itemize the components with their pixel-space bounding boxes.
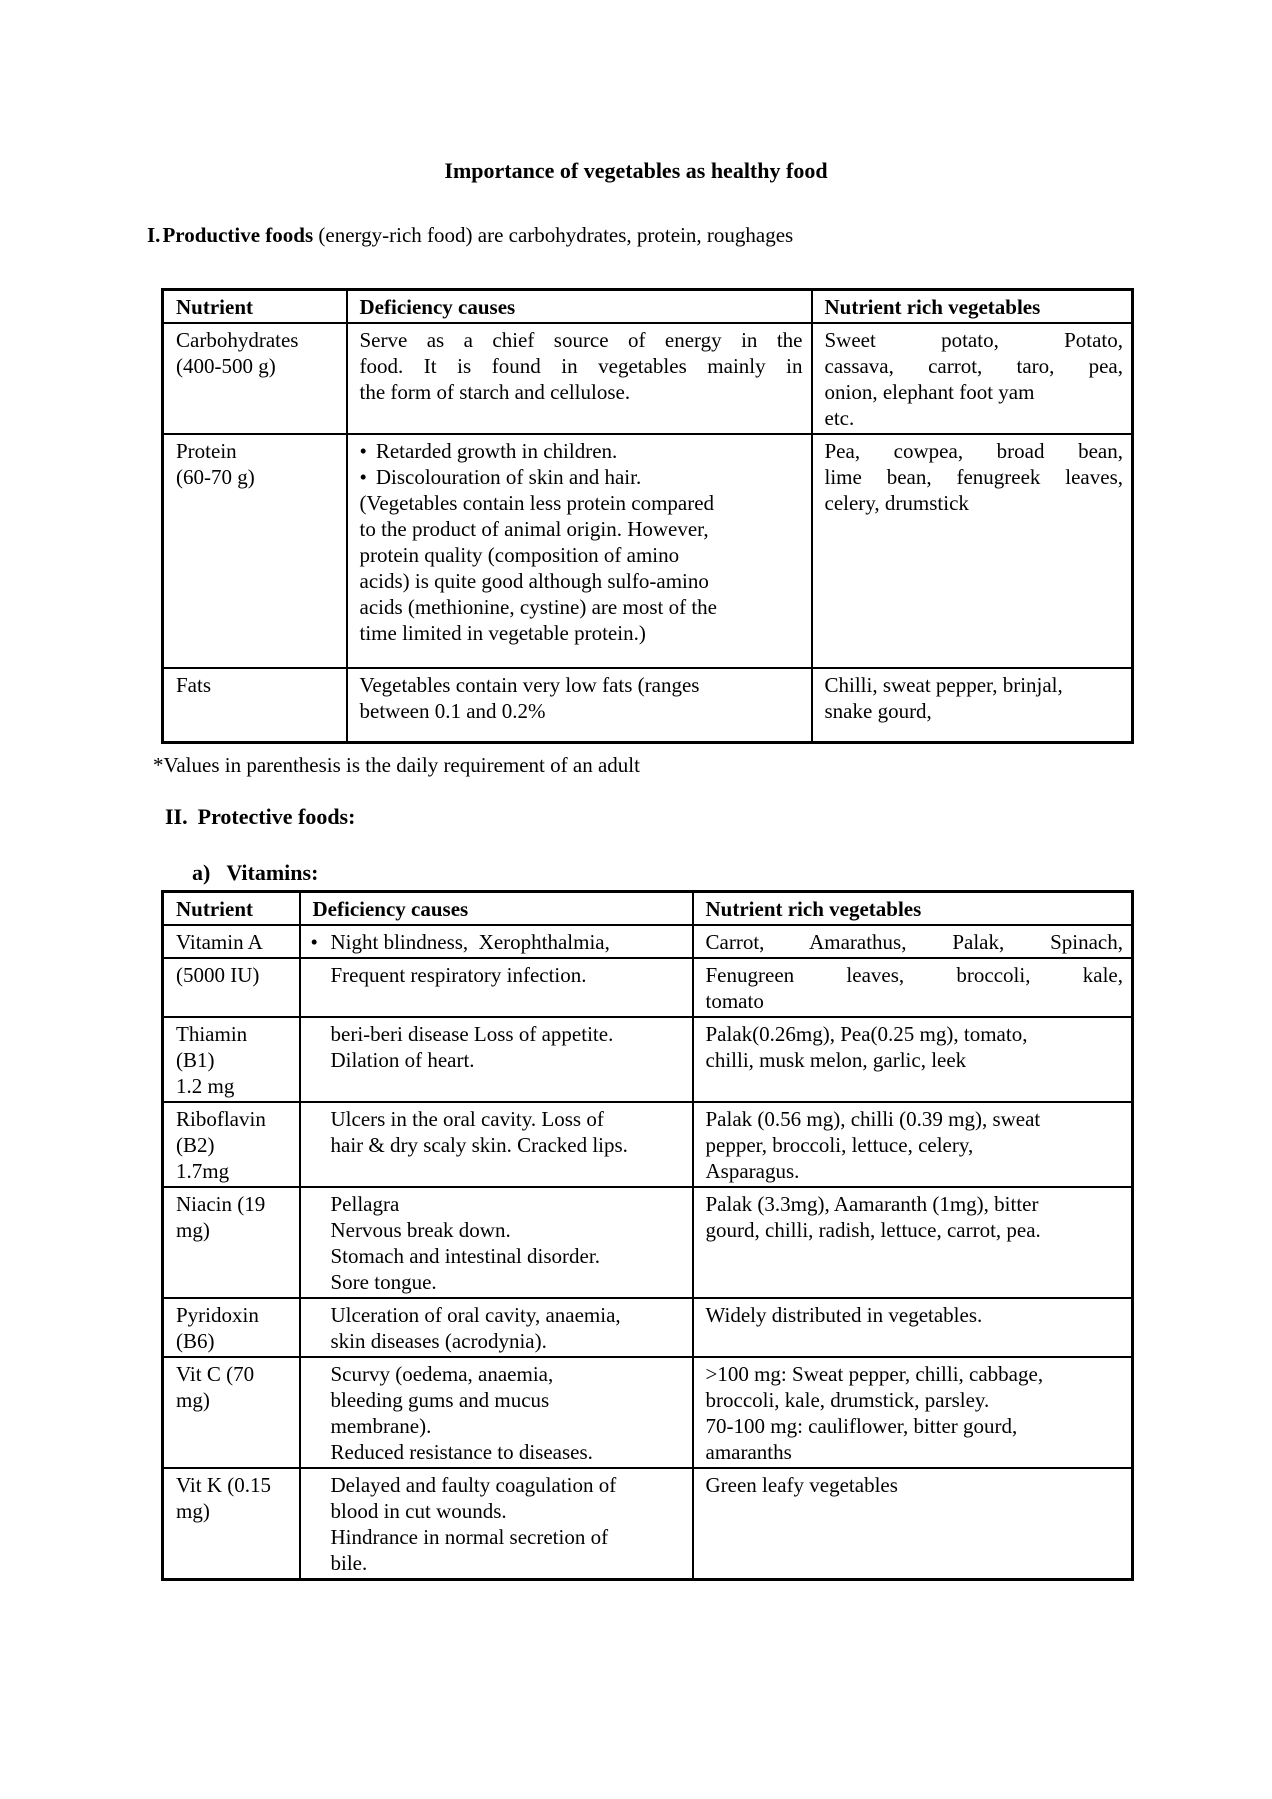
vitamins-label: Vitamins: xyxy=(226,859,319,885)
productive-foods-table xyxy=(161,288,1134,744)
table-row xyxy=(163,1468,1133,1580)
table-row xyxy=(163,1102,1133,1187)
table-header-row xyxy=(163,891,1133,925)
table-row xyxy=(163,1187,1133,1298)
section1-heading-rest: (energy-rich food) are carbohydrates, protein, roughages xyxy=(313,223,794,247)
section1-heading-bold: Productive foods xyxy=(162,223,314,247)
vitamins-table xyxy=(161,890,1134,1581)
table-cell xyxy=(163,1468,300,1580)
page-title: Importance of vegetables as healthy food xyxy=(444,158,828,183)
table-cell xyxy=(163,958,300,1017)
vitamins-subheading xyxy=(192,860,1272,886)
cell-line: Carrot, Amarathus, Palak, Spinach, xyxy=(705,929,1123,954)
vitamins-marker: a) xyxy=(192,859,211,885)
table-cell xyxy=(693,1298,1133,1357)
table-cell xyxy=(300,925,693,958)
cell-line: >100 mg: Sweat pepper, chilli, cabbage, xyxy=(705,1361,1044,1386)
cell-line: onion, elephant foot yam xyxy=(824,380,1035,404)
table-cell xyxy=(300,1357,693,1468)
section2-label: Protective foods: xyxy=(197,803,356,829)
table-row xyxy=(163,323,1133,434)
table-cell xyxy=(693,1187,1133,1298)
table-cell xyxy=(693,1102,1133,1187)
cell-line: Vegetables contain very low fats (ranges xyxy=(359,673,700,697)
table-cell xyxy=(300,1102,693,1187)
cell-line: Fats xyxy=(176,673,212,697)
table-cell xyxy=(163,1298,300,1357)
cell-line: gourd, chilli, radish, lettuce, carrot, pea. xyxy=(705,1217,1041,1242)
cell-line: Asparagus. xyxy=(705,1158,800,1183)
cell-line: acids) is quite good although sulfo-amino xyxy=(359,569,709,593)
cell-line: (60-70 g) xyxy=(176,465,255,489)
table-cell xyxy=(163,925,300,958)
cell-line: acids (methionine, cystine) are most of the xyxy=(359,595,717,619)
cell-line: pepper, broccoli, lettuce, celery, xyxy=(705,1132,974,1157)
table-cell xyxy=(693,925,1133,958)
table-cell xyxy=(300,1298,693,1357)
cell-line: Ulceration of oral cavity, anaemia, xyxy=(330,1302,621,1327)
table-cell xyxy=(347,668,812,742)
table-cell xyxy=(693,1357,1133,1468)
cell-line: (B6) xyxy=(176,1328,215,1353)
cell-line: mg) xyxy=(176,1387,210,1412)
table-cell xyxy=(812,668,1133,742)
cell-line: chilli, musk melon, garlic, leek xyxy=(705,1047,967,1072)
cell-line: the form of starch and cellulose. xyxy=(359,380,631,404)
cell-line: Pyridoxin xyxy=(176,1302,259,1327)
column-header: Deficiency causes xyxy=(300,891,693,925)
cell-line: blood in cut wounds. xyxy=(330,1498,507,1523)
cell-line: Serve as a chief source of energy in the xyxy=(359,328,803,352)
cell-line: • Night blindness, Xerophthalmia, xyxy=(310,929,610,954)
section1-heading xyxy=(147,222,1272,248)
table-header-row xyxy=(163,290,1133,324)
cell-line: Vit K (0.15 xyxy=(176,1472,271,1497)
cell-line: Pellagra xyxy=(330,1191,400,1216)
cell-line: between 0.1 and 0.2% xyxy=(359,699,546,723)
cell-line: Reduced resistance to diseases. xyxy=(330,1439,593,1464)
cell-line: Stomach and intestinal disorder. xyxy=(330,1243,600,1268)
table-cell xyxy=(300,1187,693,1298)
cell-line: (B1) xyxy=(176,1047,215,1072)
table-cell xyxy=(812,323,1133,434)
cell-line: cassava, carrot, taro, pea, xyxy=(824,354,1123,378)
table-cell xyxy=(347,434,812,668)
cell-line: Green leafy vegetables xyxy=(705,1472,898,1497)
table-cell xyxy=(347,323,812,434)
table-cell xyxy=(163,1187,300,1298)
cell-line: (5000 IU) xyxy=(176,962,260,987)
cell-line: amaranths xyxy=(705,1439,792,1464)
cell-line: Scurvy (oedema, anaemia, xyxy=(330,1361,554,1386)
cell-line: Dilation of heart. xyxy=(330,1047,475,1072)
cell-line: Protein xyxy=(176,439,237,463)
bullet-icon: • xyxy=(359,439,367,463)
cell-line: Vitamin A xyxy=(176,929,263,954)
cell-line: (Vegetables contain less protein compared xyxy=(359,491,715,515)
column-header: Nutrient rich vegetables xyxy=(693,891,1133,925)
cell-line: broccoli, kale, drumstick, parsley. xyxy=(705,1387,990,1412)
section2-heading xyxy=(165,804,1272,830)
cell-line: Widely distributed in vegetables. xyxy=(705,1302,983,1327)
table-cell xyxy=(300,1017,693,1102)
cell-line: Sweet potato, Potato, xyxy=(824,328,1123,352)
column-header: Nutrient xyxy=(163,290,347,324)
cell-line: celery, drumstick xyxy=(824,491,969,515)
table-row xyxy=(163,1017,1133,1102)
cell-line: Riboflavin xyxy=(176,1106,266,1131)
cell-line: bile. xyxy=(330,1550,368,1575)
cell-line: hair & dry scaly skin. Cracked lips. xyxy=(330,1132,628,1157)
cell-line: Palak (0.56 mg), chilli (0.39 mg), sweat xyxy=(705,1106,1041,1131)
table-cell xyxy=(812,434,1133,668)
cell-line: lime bean, fenugreek leaves, xyxy=(824,465,1123,489)
table-cell xyxy=(163,1102,300,1187)
table-row xyxy=(163,1298,1133,1357)
table-row xyxy=(163,668,1133,742)
cell-line: Niacin (19 xyxy=(176,1191,266,1216)
table-cell xyxy=(693,958,1133,1017)
cell-line: 70-100 mg: cauliflower, bitter gourd, xyxy=(705,1413,1018,1438)
cell-line: tomato xyxy=(705,988,764,1013)
section1-marker: I. xyxy=(147,223,161,247)
cell-line: 1.2 mg xyxy=(176,1073,235,1098)
cell-line: membrane). xyxy=(330,1413,432,1438)
table-cell xyxy=(163,434,347,668)
cell-line: Ulcers in the oral cavity. Loss of xyxy=(330,1106,604,1131)
cell-line: etc. xyxy=(824,406,855,430)
cell-line: • Retarded growth in children. xyxy=(359,439,618,463)
cell-line: Fenugreen leaves, broccoli, kale, xyxy=(705,962,1123,987)
cell-line: snake gourd, xyxy=(824,699,932,723)
cell-line: (B2) xyxy=(176,1132,215,1157)
cell-line: skin diseases (acrodynia). xyxy=(330,1328,547,1353)
cell-line: (400-500 g) xyxy=(176,354,276,378)
table-cell xyxy=(163,1357,300,1468)
cell-line: • Discolouration of skin and hair. xyxy=(359,465,642,489)
table-cell xyxy=(693,1017,1133,1102)
cell-line: protein quality (composition of amino xyxy=(359,543,680,567)
table-cell xyxy=(300,1468,693,1580)
cell-line: 1.7mg xyxy=(176,1158,230,1183)
cell-line: mg) xyxy=(176,1498,210,1523)
table-footnote: *Values in parenthesis is the daily requirement of an adult xyxy=(153,752,640,777)
table-row xyxy=(163,958,1133,1017)
bullet-icon: • xyxy=(310,929,318,954)
table-cell xyxy=(163,1017,300,1102)
cell-line: to the product of animal origin. However, xyxy=(359,517,709,541)
cell-line: Palak(0.26mg), Pea(0.25 mg), tomato, xyxy=(705,1021,1028,1046)
cell-line: Palak (3.3mg), Aamaranth (1mg), bitter xyxy=(705,1191,1039,1216)
column-header: Nutrient xyxy=(163,891,300,925)
cell-line: Frequent respiratory infection. xyxy=(330,962,587,987)
table-row xyxy=(163,434,1133,668)
cell-line: Nervous break down. xyxy=(330,1217,511,1242)
cell-line: food. It is found in vegetables mainly in xyxy=(359,354,803,378)
table-cell xyxy=(693,1468,1133,1580)
cell-line: Hindrance in normal secretion of xyxy=(330,1524,609,1549)
cell-line: Carbohydrates xyxy=(176,328,299,352)
section2-marker: II. xyxy=(165,803,188,829)
cell-line: bleeding gums and mucus xyxy=(330,1387,550,1412)
column-header: Deficiency causes xyxy=(347,290,812,324)
cell-line: mg) xyxy=(176,1217,210,1242)
cell-line: beri-beri disease Loss of appetite. xyxy=(330,1021,614,1046)
table-cell xyxy=(300,958,693,1017)
table-cell xyxy=(163,668,347,742)
cell-line: Thiamin xyxy=(176,1021,248,1046)
cell-line: Vit C (70 xyxy=(176,1361,255,1386)
cell-line: Delayed and faulty coagulation of xyxy=(330,1472,617,1497)
column-header: Nutrient rich vegetables xyxy=(812,290,1133,324)
cell-line: Pea, cowpea, broad bean, xyxy=(824,439,1123,463)
table-cell xyxy=(163,323,347,434)
cell-line: Sore tongue. xyxy=(330,1269,437,1294)
table-row xyxy=(163,1357,1133,1468)
cell-line: Chilli, sweat pepper, brinjal, xyxy=(824,673,1063,697)
table-row xyxy=(163,925,1133,958)
cell-line: time limited in vegetable protein.) xyxy=(359,621,646,645)
bullet-icon: • xyxy=(359,465,367,489)
